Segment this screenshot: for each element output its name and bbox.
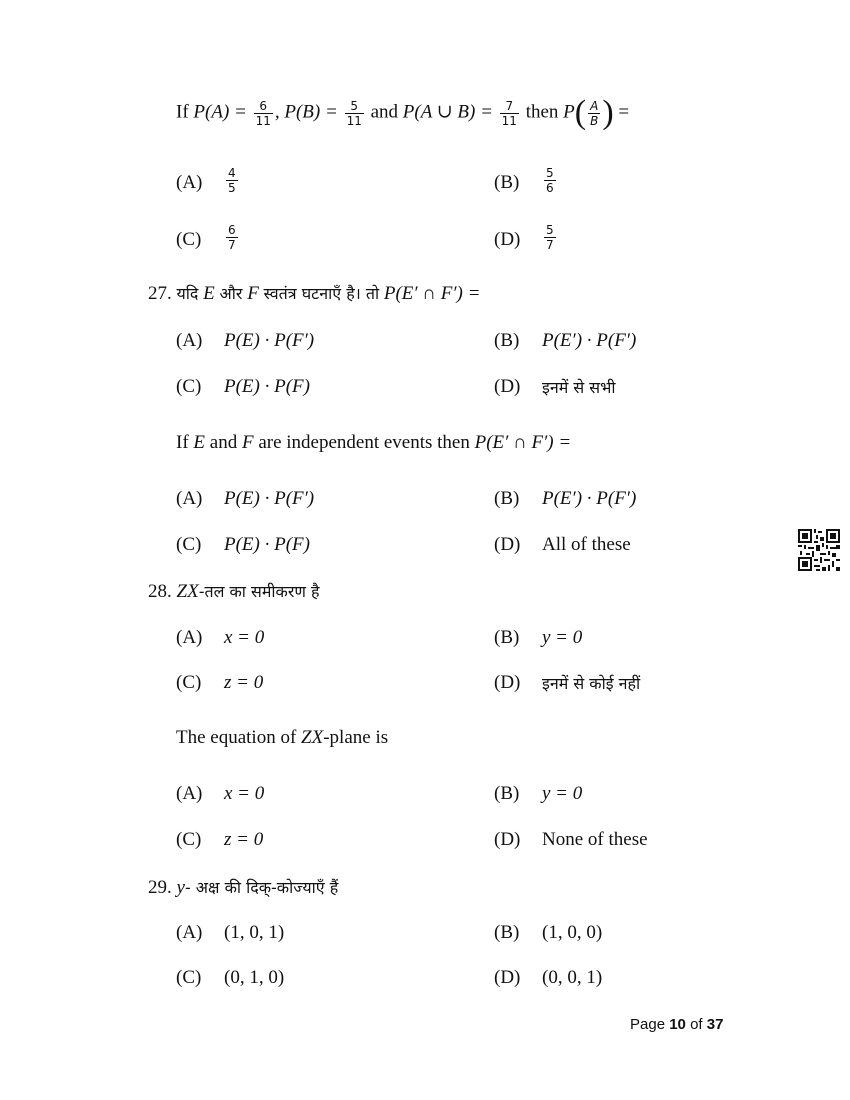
q26-and: and (370, 101, 399, 123)
option-label: (D) (494, 229, 521, 250)
option-value: (1, 0, 1) (224, 922, 285, 943)
option-value (224, 166, 240, 195)
option-value: x = 0 (224, 783, 265, 804)
option-den: 5 (228, 181, 236, 195)
qr-code-icon (798, 529, 840, 571)
option-value: y = 0 (542, 627, 583, 648)
option-label: (C) (176, 229, 202, 250)
option-label: (B) (494, 488, 520, 509)
q28-hi-text: -तल का समीकरण है (198, 582, 320, 601)
q26-ratio-num: A (590, 98, 599, 113)
q26-ratio-fraction (588, 99, 600, 128)
option-label: (B) (494, 330, 520, 351)
q28-stem-hindi (148, 580, 320, 603)
q27-hi-rest: स्वतंत्र घटनाएँ है। तो (263, 284, 380, 303)
option-den: 7 (546, 238, 554, 252)
q26-pab-den: 11 (501, 113, 517, 128)
option-value: y = 0 (542, 783, 583, 804)
question-number: 29. (148, 877, 172, 898)
option-label: (B) (494, 627, 520, 648)
option-num: 6 (228, 223, 236, 237)
option-value: (0, 0, 1) (542, 967, 603, 988)
option-label: (B) (494, 783, 520, 804)
q27-stem-hindi (148, 282, 480, 305)
q26-pb-fraction (345, 99, 364, 128)
option-value: P(E′) · P(F′) (542, 330, 637, 351)
q28-stem-english (176, 727, 388, 749)
q27-hi-expr: P(E′ ∩ F′) = (383, 283, 481, 304)
option-value: x = 0 (224, 627, 265, 648)
option-value: P(E) · P(F) (224, 376, 310, 397)
footer-of-word: of (690, 1016, 703, 1033)
option-value: (1, 0, 0) (542, 922, 603, 943)
question-number: 28. (148, 581, 172, 602)
q26-equals: = (618, 101, 630, 123)
option-value: All of these (542, 534, 631, 555)
q26-right-paren: ) (602, 94, 614, 131)
q26-left-paren: ( (574, 94, 587, 131)
option-label: (C) (176, 829, 202, 850)
option-label: (A) (176, 330, 203, 351)
option-value: P(E) · P(F′) (224, 330, 315, 351)
option-label: (D) (494, 829, 521, 850)
option-num: 4 (228, 166, 236, 180)
q28-hi-var: ZX (176, 581, 199, 602)
q27-en-if: If (176, 432, 189, 453)
question-number: 27. (148, 283, 172, 304)
q27-hi-e: E (203, 283, 215, 304)
q26-if: If (176, 101, 189, 123)
option-value: P(E) · P(F′) (224, 488, 315, 509)
option-num: 5 (546, 166, 554, 180)
q26-pb-den: 11 (346, 113, 362, 128)
option-value: इनमें से कोई नहीं (542, 674, 641, 693)
q26-pab-fraction (500, 99, 519, 128)
option-value (542, 223, 558, 252)
option-label: (D) (494, 967, 521, 988)
q28-en-var: ZX (301, 727, 324, 748)
option-value: P(E′) · P(F′) (542, 488, 637, 509)
option-label: (A) (176, 172, 203, 193)
option-label: (D) (494, 376, 521, 397)
q26-ratio-p: P (563, 101, 575, 123)
option-label: (D) (494, 672, 521, 693)
q26-ratio-den: B (590, 113, 599, 128)
q26-stem (176, 96, 629, 130)
option-value: z = 0 (224, 672, 264, 693)
q27-en-f: F (241, 432, 254, 453)
q26-pa-den: 11 (255, 113, 271, 128)
q26-pab: P(A ∪ B) = (402, 101, 493, 123)
option-label: (B) (494, 922, 520, 943)
q28-en-pre: The equation of (176, 727, 297, 748)
q27-en-expr: P(E′ ∩ F′) = (474, 432, 572, 453)
q29-hi-var: y (176, 877, 185, 898)
option-label: (C) (176, 376, 202, 397)
page-footer (630, 1016, 723, 1033)
option-value: None of these (542, 829, 648, 850)
option-den: 7 (228, 238, 236, 252)
footer-page-number: 10 (669, 1016, 686, 1033)
option-value: इनमें से सभी (542, 378, 616, 397)
option-label: (C) (176, 534, 202, 555)
option-num: 5 (546, 223, 554, 237)
q27-hi-a: यदि (176, 284, 199, 303)
option-value (542, 166, 558, 195)
q26-pb: , P(B) = (274, 101, 338, 123)
q27-stem-english (176, 432, 571, 454)
footer-page-word: Page (630, 1016, 666, 1033)
option-value: (0, 1, 0) (224, 967, 285, 988)
q26-pb-num: 5 (350, 98, 359, 113)
q27-en-and: and (209, 432, 238, 453)
q26-pa: P(A) = (193, 101, 247, 123)
option-label: (C) (176, 672, 202, 693)
option-value: z = 0 (224, 829, 264, 850)
q27-hi-f: F (247, 283, 259, 304)
q26-then: then (525, 101, 559, 123)
q26-pab-num: 7 (505, 98, 514, 113)
option-label: (B) (494, 172, 520, 193)
q26-pa-num: 6 (259, 98, 268, 113)
option-label: (D) (494, 534, 521, 555)
option-label: (A) (176, 783, 203, 804)
option-label: (A) (176, 488, 203, 509)
option-value: P(E) · P(F) (224, 534, 310, 555)
option-den: 6 (546, 181, 554, 195)
option-label: (A) (176, 922, 203, 943)
option-label: (C) (176, 967, 202, 988)
option-label: (A) (176, 627, 203, 648)
option-value (224, 223, 240, 252)
q27-hi-and: और (219, 284, 243, 303)
footer-page-total: 37 (706, 1016, 724, 1033)
q27-en-rest: are independent events then (258, 432, 470, 453)
q28-en-post: -plane is (323, 727, 389, 748)
q26-pa-fraction (254, 99, 273, 128)
q27-en-e: E (193, 432, 206, 453)
q29-stem-hindi (148, 876, 338, 899)
q29-hi-text: - अक्ष की दिक्-कोज्याएँ हैं (184, 878, 339, 897)
